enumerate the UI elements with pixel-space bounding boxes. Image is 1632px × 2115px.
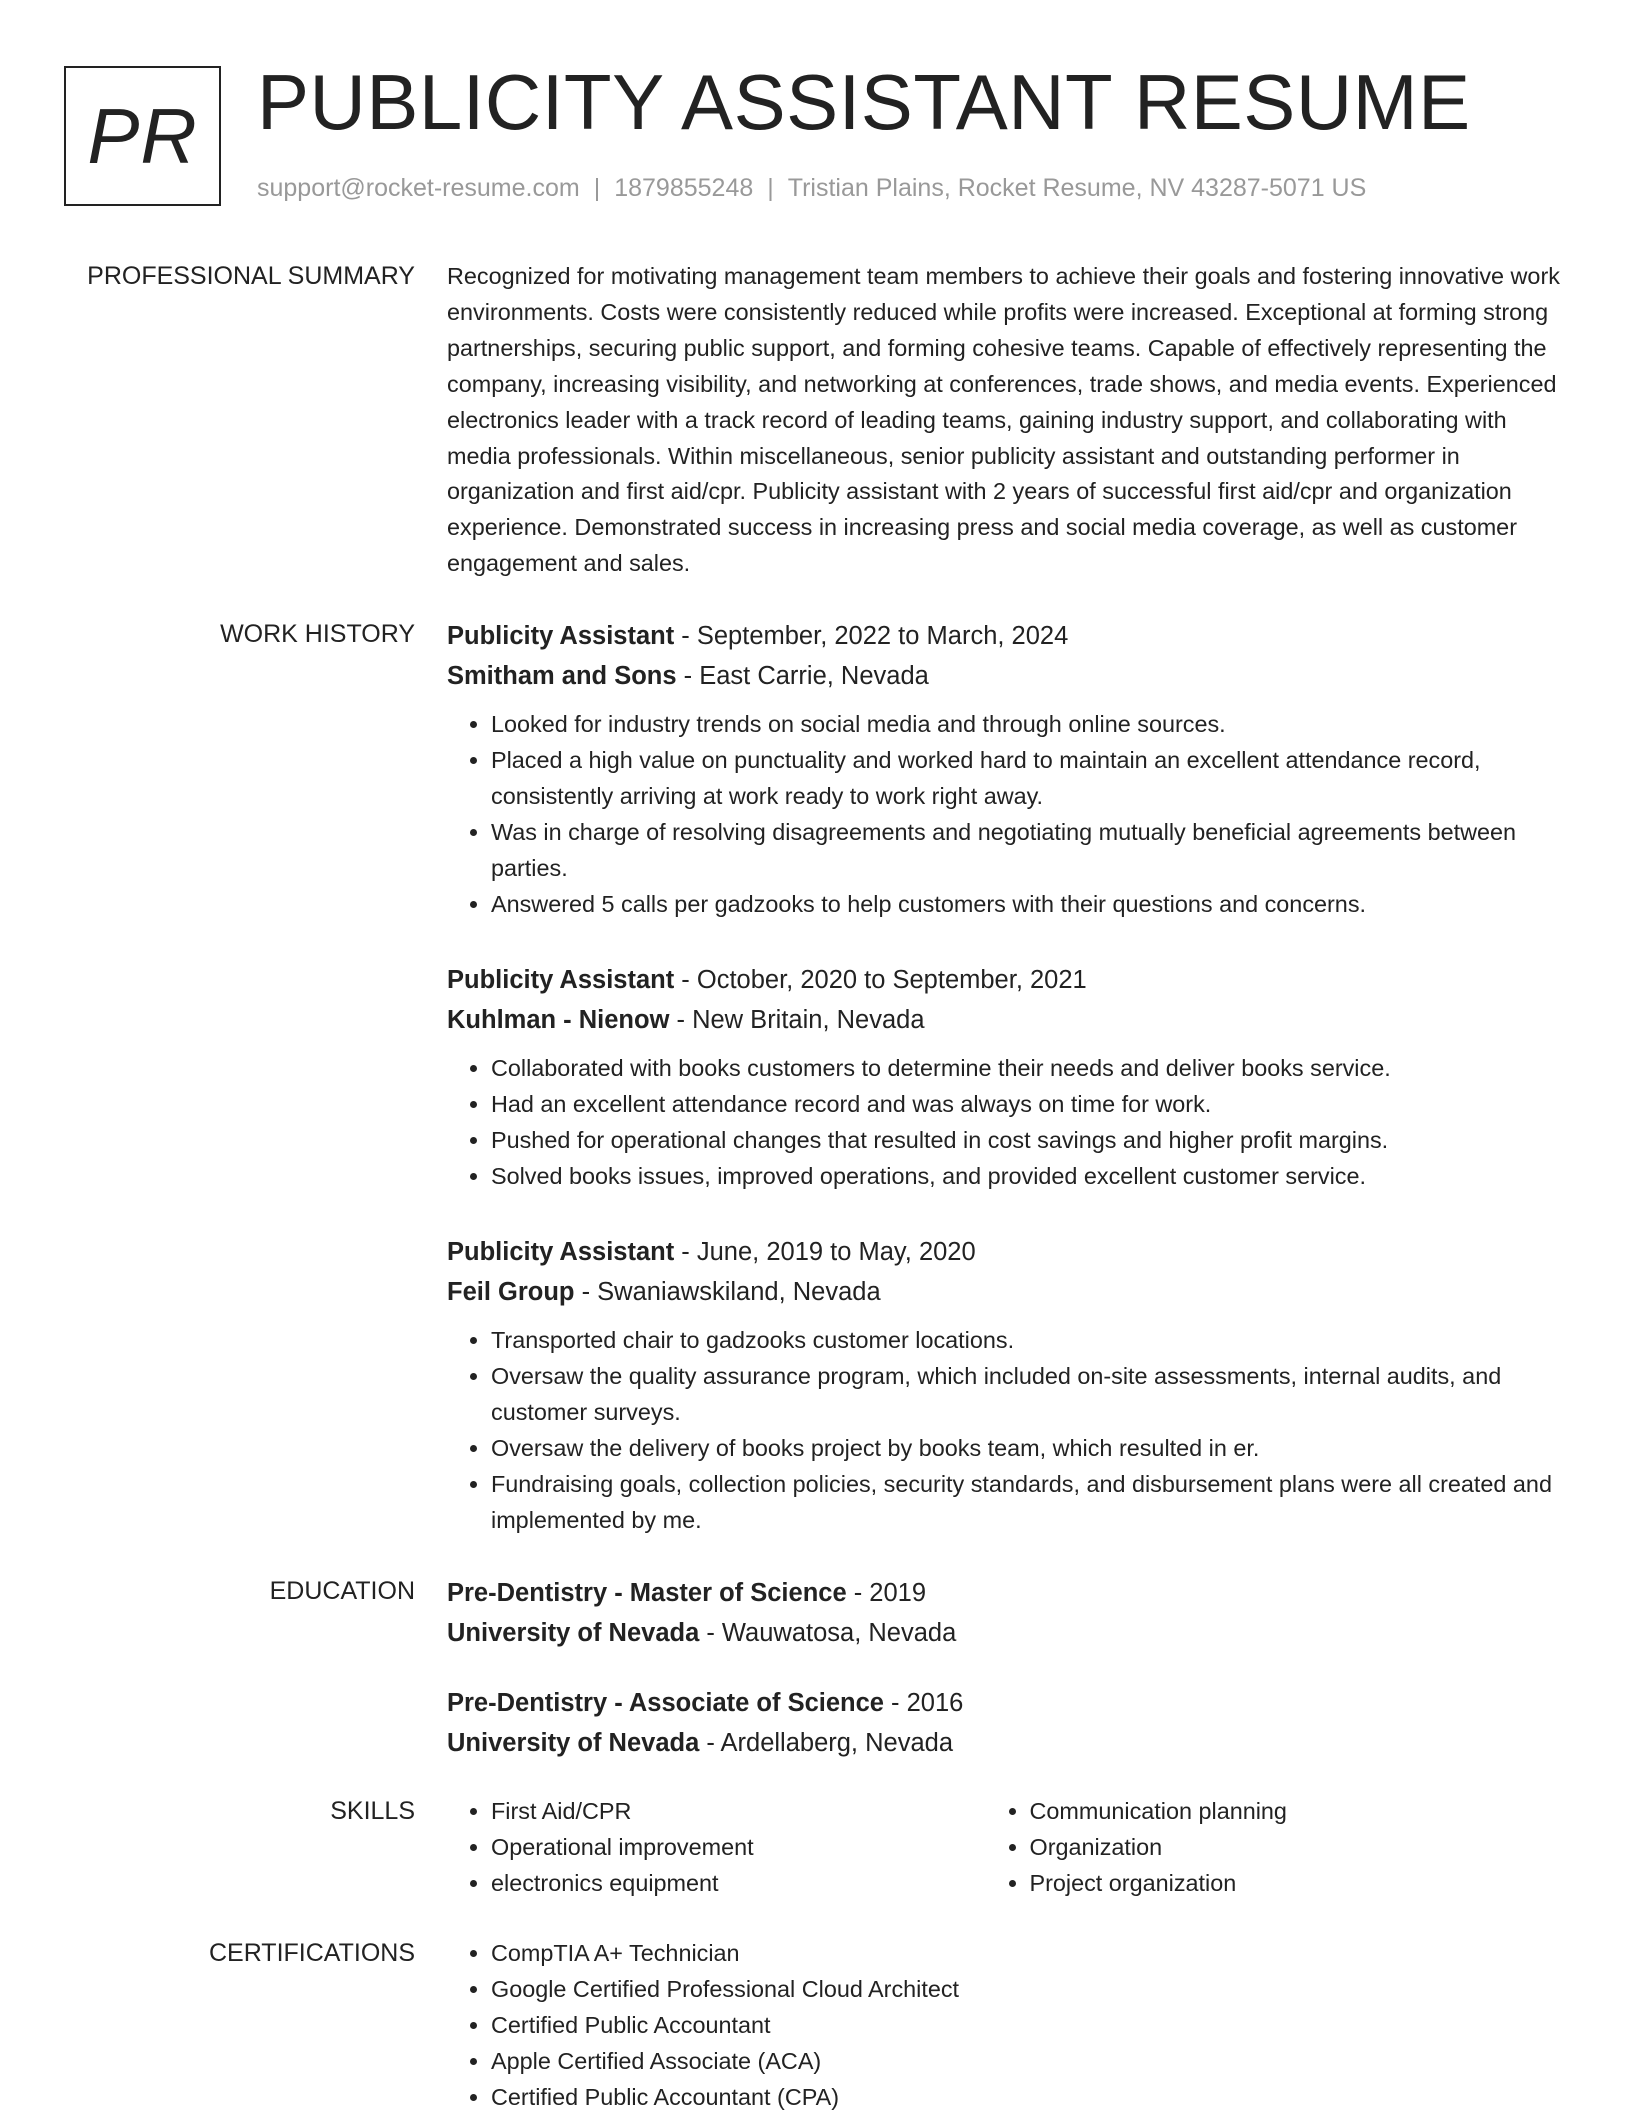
job-company: Feil Group [447, 1278, 575, 1306]
contact-email: support@rocket-resume.com [257, 174, 580, 202]
skill-item: • Communication planning [1030, 1793, 1568, 1829]
job-title: Publicity Assistant [447, 1238, 675, 1266]
job-location: - New Britain, Nevada [669, 1006, 925, 1034]
job-dates: - June, 2019 to May, 2020 [674, 1238, 976, 1266]
summary-text: Recognized for motivating management team members to achieve their goals and fostering innovative work environments. Costs were consistently reduced while profits were increased. Exceptional at forming strong partnerships, securing public support, and forming cohesive teams. Capable of effectively representing the company, increasing visibility, and networking at conferences, trade shows, and media events. Experienced electronics leader with a track record of leading teams, gaining industry support, and collaborating with media professionals. Within miscellaneous, senior publicity assistant and outstanding performer in organization and first aid/cpr. Publicity assistant with 2 years of successful first aid/cpr and organization experience. Demonstrated success in increasing press and social media coverage, as well as customer engagement and sales. [447, 263, 1560, 577]
job-bullet: • Looked for industry trends on social media and through online sources. [491, 706, 1567, 742]
skill-item: • Operational improvement [491, 1829, 986, 1865]
education-entry [447, 1573, 1567, 1653]
job-entry [447, 616, 1567, 944]
education-degree-line [447, 1573, 1567, 1613]
contact-separator: | [593, 174, 601, 202]
skill-item: • electronics equipment [491, 1865, 986, 1901]
education-entry [447, 1683, 1567, 1763]
job-title: Publicity Assistant [447, 622, 675, 650]
education-year: - 2019 [846, 1579, 927, 1607]
job-bullet: • Transported chair to gadzooks customer locations. [491, 1322, 1567, 1358]
education-degree: Pre-Dentistry - Master of Science [447, 1579, 847, 1607]
job-entry [447, 960, 1567, 1216]
contact-separator: | [767, 174, 774, 202]
education-school-line [447, 1613, 1567, 1653]
job-company-line [447, 1272, 1567, 1312]
section-label: CERTIFICATIONS [208, 1939, 415, 1967]
job-bullet: • Had an excellent attendance record and was always on time for work. [491, 1086, 1567, 1122]
monogram-initials: PR [87, 91, 198, 180]
education-degree-line [447, 1683, 1567, 1723]
job-company-line [447, 656, 1567, 696]
job-bullet: • Oversaw the delivery of books project by books team, which resulted in er. [491, 1430, 1567, 1466]
job-bullet: • Was in charge of resolving disagreements and negotiating mutually beneficial agreements between parties. [491, 814, 1567, 886]
certification-item: • Certified Public Accountant (CPA) [491, 2079, 1567, 2115]
job-bullet: • Placed a high value on punctuality and worked hard to maintain an excellent attendance record, consistently arriving at work ready to work right away. [491, 742, 1567, 814]
job-dates: - October, 2020 to September, 2021 [674, 966, 1087, 994]
job-title-line [447, 616, 1567, 656]
job-bullet: • Solved books issues, improved operations, and provided excellent customer service. [491, 1158, 1567, 1194]
education-year: - 2016 [883, 1689, 964, 1717]
job-bullets [447, 1050, 1567, 1194]
education-location: - Ardellaberg, Nevada [699, 1729, 953, 1757]
certification-item: • CompTIA A+ Technician [491, 1935, 1567, 1971]
certification-item: • Apple Certified Associate (ACA) [491, 2043, 1567, 2079]
skill-item: • First Aid/CPR [491, 1793, 986, 1829]
job-company-line [447, 1000, 1567, 1040]
job-bullet: • Collaborated with books customers to determine their needs and deliver books service. [491, 1050, 1567, 1086]
job-company: Smitham and Sons [447, 662, 677, 690]
section-label: SKILLS [330, 1797, 415, 1825]
section-label: WORK HISTORY [220, 620, 415, 648]
job-company: Kuhlman - Nienow [447, 1006, 670, 1034]
contact-address: Tristian Plains, Rocket Resume, NV 43287-5071 US [787, 174, 1367, 202]
education-school: University of Nevada [447, 1729, 700, 1757]
skill-item: • Project organization [1030, 1865, 1568, 1901]
contact-line [257, 174, 1366, 203]
job-bullet: • Fundraising goals, collection policies, security standards, and disbursement plans were all created and implemented by me. [491, 1466, 1567, 1538]
job-bullets [447, 706, 1567, 922]
education-school-line [447, 1723, 1567, 1763]
section-label: PROFESSIONAL SUMMARY [87, 262, 415, 290]
education-school: University of Nevada [447, 1619, 700, 1647]
job-bullets [447, 1322, 1567, 1538]
certification-item: • Google Certified Professional Cloud Architect [491, 1971, 1567, 2007]
certification-item: • Certified Public Accountant [491, 2007, 1567, 2043]
section-label: EDUCATION [269, 1577, 415, 1605]
job-dates: - September, 2022 to March, 2024 [674, 622, 1069, 650]
job-bullet: • Answered 5 calls per gadzooks to help customers with their questions and concerns. [491, 886, 1567, 922]
job-title-line [447, 960, 1567, 1000]
page-title: PUBLICITY ASSISTANT RESUME [257, 58, 1471, 146]
skills-list-right [986, 1793, 1568, 1901]
job-title-line [447, 1232, 1567, 1272]
education-location: - Wauwatosa, Nevada [699, 1619, 957, 1647]
job-location: - Swaniawskiland, Nevada [574, 1278, 881, 1306]
job-entry [447, 1232, 1567, 1538]
job-bullet: • Oversaw the quality assurance program, which included on-site assessments, internal audits, and customer surveys. [491, 1358, 1567, 1430]
job-bullet: • Pushed for operational changes that resulted in cost savings and higher profit margins. [491, 1122, 1567, 1158]
job-location: - East Carrie, Nevada [676, 662, 929, 690]
skills-list-left [447, 1793, 986, 1901]
skills-columns [447, 1793, 1567, 1901]
job-title: Publicity Assistant [447, 966, 675, 994]
contact-phone: 1879855248 [614, 174, 754, 202]
certifications-list [447, 1935, 1567, 2115]
education-degree: Pre-Dentistry - Associate of Science [447, 1689, 884, 1717]
monogram-box [64, 66, 221, 206]
skill-item: • Organization [1030, 1829, 1568, 1865]
